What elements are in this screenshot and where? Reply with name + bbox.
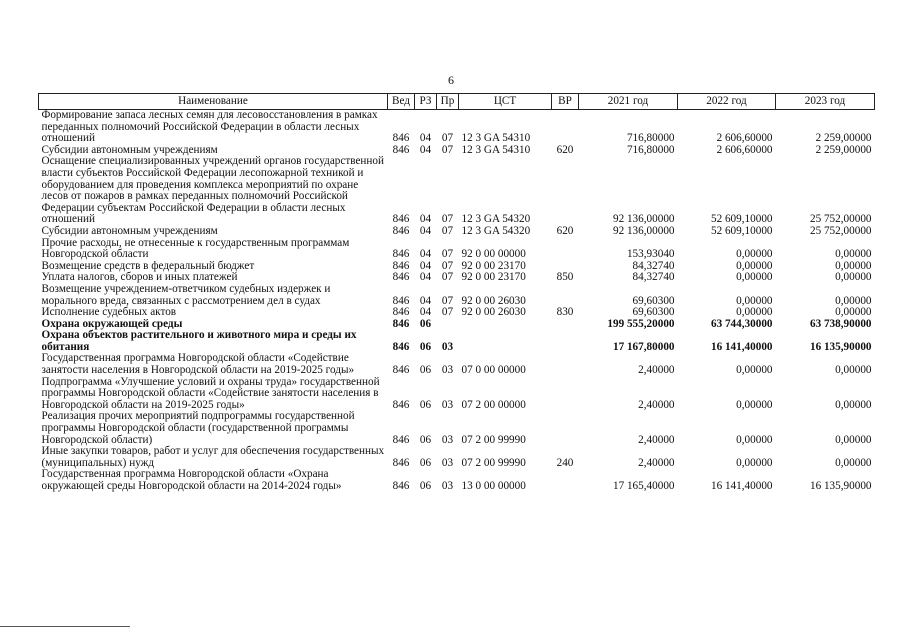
cell-y2021: 199 555,20000 <box>607 317 675 330</box>
header-2022: 2022 год <box>678 94 776 110</box>
cell-y2021: 69,60300 <box>632 294 675 307</box>
cell-ved: 846 <box>392 132 410 145</box>
budget-table <box>38 93 875 493</box>
cell-rz: 06 <box>419 317 432 330</box>
cell-rz: 04 <box>419 248 432 261</box>
cell-name: Подпрограмма «Улучшение условий и охраны труда» государственной программы Новгородской области «Содействие занятости населения в Новгородской области на 2019-2025 годы» <box>41 375 380 411</box>
cell-name: Субсидии автономным учреждениям <box>41 143 218 156</box>
table-row <box>39 307 875 319</box>
cell-y2023: 0,00000 <box>835 433 872 446</box>
cell-y2022: 0,00000 <box>736 306 773 319</box>
cell-cst <box>459 330 552 353</box>
header-2023: 2023 год <box>776 94 875 110</box>
cell-y2022: 0,00000 <box>736 294 773 307</box>
cell-pr: 07 <box>441 294 454 307</box>
cell-ved: 846 <box>392 480 410 492</box>
cell-y2022: 16 141,40000 <box>710 480 773 492</box>
cell-name: Возмещение средств в федеральный бюджет <box>41 259 255 272</box>
cell-cst: 92 0 00 26030 <box>461 294 526 307</box>
cell-y2021: 2,40000 <box>638 364 675 377</box>
cell-pr: 07 <box>441 224 454 237</box>
cell-ved: 846 <box>392 294 410 307</box>
header-cst: ЦСТ <box>459 94 552 110</box>
cell-y2022: 0,00000 <box>736 364 773 377</box>
cell-ved: 846 <box>392 317 410 330</box>
table-row <box>39 330 875 353</box>
cell-y2023: 0,00000 <box>835 271 872 284</box>
cell-y2023: 16 135,90000 <box>809 340 872 353</box>
cell-cst: 12 3 GA 54310 <box>461 143 531 156</box>
cell-rz: 06 <box>419 456 432 469</box>
cell-pr: 03 <box>441 398 454 411</box>
cell-rz: 06 <box>419 398 432 411</box>
cell-ved: 846 <box>392 213 410 226</box>
cell-name: Возмещение учреждением-ответчиком судебных издержек и морального вреда, связанных с рассмотрением дел в судах <box>41 282 331 307</box>
cell-vr <box>552 156 579 226</box>
cell-vr <box>552 377 579 412</box>
cell-rz: 06 <box>419 480 432 492</box>
cell-y2023: 0,00000 <box>835 456 872 469</box>
cell-rz: 04 <box>419 213 432 226</box>
cell-vr: 850 <box>556 271 574 284</box>
cell-cst: 12 3 GA 54310 <box>461 132 531 145</box>
bottom-rule <box>0 626 130 627</box>
cell-name: Формирование запаса лесных семян для лесовосстановления в рамках переданных полномочий Российской Федерации в области лесных отношений <box>41 109 378 145</box>
cell-ved: 846 <box>392 259 410 272</box>
page-number: 6 <box>448 73 454 87</box>
cell-y2021: 153,93040 <box>626 248 675 261</box>
table-header-row <box>39 94 875 110</box>
cell-y2021: 69,60300 <box>632 306 675 319</box>
table-row <box>39 156 875 226</box>
table-row <box>39 284 875 307</box>
cell-name: Прочие расходы, не отнесенные к государственным программам Новгородской области <box>41 236 350 261</box>
cell-vr: 620 <box>556 224 574 237</box>
cell-cst: 07 2 00 00000 <box>461 398 526 411</box>
cell-cst: 92 0 00 00000 <box>461 248 526 261</box>
cell-name: Субсидии автономным учреждениям <box>41 224 218 237</box>
header-ved: Вед <box>388 94 415 110</box>
cell-name: Охрана окружающей среды <box>41 317 183 330</box>
cell-vr: 830 <box>556 306 574 319</box>
cell-pr: 07 <box>441 143 454 156</box>
cell-rz: 04 <box>419 259 432 272</box>
cell-y2022: 0,00000 <box>736 456 773 469</box>
cell-pr: 03 <box>441 480 454 492</box>
cell-pr: 03 <box>441 433 454 446</box>
cell-y2022: 2 606,60000 <box>716 143 773 156</box>
cell-ved: 846 <box>392 364 410 377</box>
cell-y2022: 0,00000 <box>736 398 773 411</box>
cell-y2021: 716,80000 <box>626 132 675 145</box>
table-body <box>39 110 875 493</box>
table-row <box>39 226 875 238</box>
cell-y2021: 716,80000 <box>626 143 675 156</box>
cell-ved: 846 <box>392 248 410 261</box>
cell-cst <box>459 319 552 331</box>
cell-vr <box>552 238 579 261</box>
cell-rz: 04 <box>419 294 432 307</box>
cell-ved: 846 <box>392 306 410 319</box>
cell-y2023: 0,00000 <box>835 398 872 411</box>
cell-y2023: 63 738,90000 <box>809 317 872 330</box>
header-rz: РЗ <box>415 94 437 110</box>
table-row <box>39 469 875 492</box>
cell-y2023: 25 752,00000 <box>809 213 872 226</box>
cell-vr <box>552 110 579 145</box>
cell-name: Иные закупки товаров, работ и услуг для обеспечения государственных (муниципальных) нужд <box>41 445 385 469</box>
cell-vr: 620 <box>556 143 574 156</box>
cell-ved: 846 <box>392 271 410 284</box>
header-vr: ВР <box>552 94 579 110</box>
cell-cst: 13 0 00 00000 <box>461 480 526 492</box>
cell-y2021: 84,32740 <box>632 271 675 284</box>
cell-y2022: 16 141,40000 <box>710 340 773 353</box>
cell-pr: 07 <box>441 213 454 226</box>
cell-y2023: 25 752,00000 <box>809 224 872 237</box>
cell-name: Оснащение специализированных учреждений органов государственной власти субъектов Российской Федерации лесопожарной техникой и оборудованием для проведения комплекса мероприятий по охране лесов от пожаров в рамках переданных полномочий Российской Федерации субъектам Российской Федерации в области лесных отношений <box>41 155 384 226</box>
cell-ved: 846 <box>392 143 410 156</box>
cell-cst: 07 0 00 00000 <box>461 364 526 377</box>
cell-pr <box>437 319 459 331</box>
cell-y2022: 52 609,10000 <box>710 224 773 237</box>
cell-y2023: 16 135,90000 <box>809 480 872 492</box>
cell-y2023: 0,00000 <box>835 248 872 261</box>
cell-y2023: 0,00000 <box>835 259 872 272</box>
cell-name: Реализация прочих мероприятий подпрограммы государственной программы Новгородской области (государственной программы Новгородской области) <box>41 410 355 446</box>
cell-cst: 12 3 GA 54320 <box>461 213 531 226</box>
cell-name: Исполнение судебных актов <box>41 306 177 319</box>
cell-y2023: 2 259,00000 <box>815 143 872 156</box>
cell-vr <box>552 330 579 353</box>
cell-vr <box>552 284 579 307</box>
table-row <box>39 377 875 412</box>
cell-rz: 04 <box>419 306 432 319</box>
table-row <box>39 411 875 446</box>
cell-y2021: 2,40000 <box>638 456 675 469</box>
cell-cst: 92 0 00 26030 <box>461 306 526 319</box>
cell-y2023: 0,00000 <box>835 364 872 377</box>
cell-vr <box>552 469 579 492</box>
cell-pr: 07 <box>441 132 454 145</box>
cell-y2022: 0,00000 <box>736 433 773 446</box>
cell-rz: 06 <box>419 340 432 353</box>
cell-pr: 07 <box>441 271 454 284</box>
cell-pr: 07 <box>441 259 454 272</box>
cell-y2021: 2,40000 <box>638 433 675 446</box>
cell-y2021: 17 165,40000 <box>612 480 675 492</box>
cell-ved: 846 <box>392 398 410 411</box>
cell-cst: 07 2 00 99990 <box>461 456 526 469</box>
cell-vr <box>552 353 579 376</box>
cell-pr: 03 <box>441 364 454 377</box>
table-row <box>39 238 875 261</box>
cell-rz: 04 <box>419 271 432 284</box>
cell-vr: 240 <box>556 456 574 469</box>
cell-name: Государственная программа Новгородской области «Содействие занятости населения в Новгородской области на 2019-2025 годы» <box>41 352 355 377</box>
cell-rz: 06 <box>419 433 432 446</box>
header-2021: 2021 год <box>579 94 678 110</box>
cell-y2022: 52 609,10000 <box>710 213 773 226</box>
cell-y2022: 0,00000 <box>736 259 773 272</box>
cell-y2021: 84,32740 <box>632 259 675 272</box>
cell-cst: 92 0 00 23170 <box>461 259 526 272</box>
cell-pr: 03 <box>441 456 454 469</box>
cell-ved: 846 <box>392 456 410 469</box>
cell-ved: 846 <box>392 340 410 353</box>
cell-y2022: 0,00000 <box>736 248 773 261</box>
cell-y2021: 92 136,00000 <box>612 224 675 237</box>
cell-pr: 07 <box>441 248 454 261</box>
cell-name: Уплата налогов, сборов и иных платежей <box>41 271 238 284</box>
cell-y2022: 2 606,60000 <box>716 132 773 145</box>
cell-y2023: 2 259,00000 <box>815 132 872 145</box>
cell-cst: 12 3 GA 54320 <box>461 224 531 237</box>
cell-y2021: 2,40000 <box>638 398 675 411</box>
cell-y2021: 92 136,00000 <box>612 213 675 226</box>
cell-vr <box>552 411 579 446</box>
table-row <box>39 110 875 145</box>
table-row <box>39 353 875 376</box>
cell-y2021: 17 167,80000 <box>612 340 675 353</box>
cell-y2023: 0,00000 <box>835 294 872 307</box>
cell-pr: 03 <box>441 340 454 353</box>
cell-y2022: 0,00000 <box>736 271 773 284</box>
cell-rz: 06 <box>419 364 432 377</box>
cell-y2022: 63 744,30000 <box>710 317 773 330</box>
cell-cst: 92 0 00 23170 <box>461 271 526 284</box>
cell-rz: 04 <box>419 132 432 145</box>
cell-pr: 07 <box>441 306 454 319</box>
cell-name: Охрана объектов растительного и животного мира и среды их обитания <box>41 329 357 353</box>
cell-name: Государственная программа Новгородской области «Охрана окружающей среды Новгородской области на 2014-2024 годы» <box>41 468 342 492</box>
header-name: Наименование <box>39 94 388 110</box>
table-row <box>39 446 875 469</box>
header-pr: Пр <box>437 94 459 110</box>
cell-y2023: 0,00000 <box>835 306 872 319</box>
cell-ved: 846 <box>392 224 410 237</box>
cell-cst: 07 2 00 99990 <box>461 433 526 446</box>
cell-rz: 04 <box>419 143 432 156</box>
cell-ved: 846 <box>392 433 410 446</box>
cell-vr <box>552 319 579 331</box>
cell-rz: 04 <box>419 224 432 237</box>
